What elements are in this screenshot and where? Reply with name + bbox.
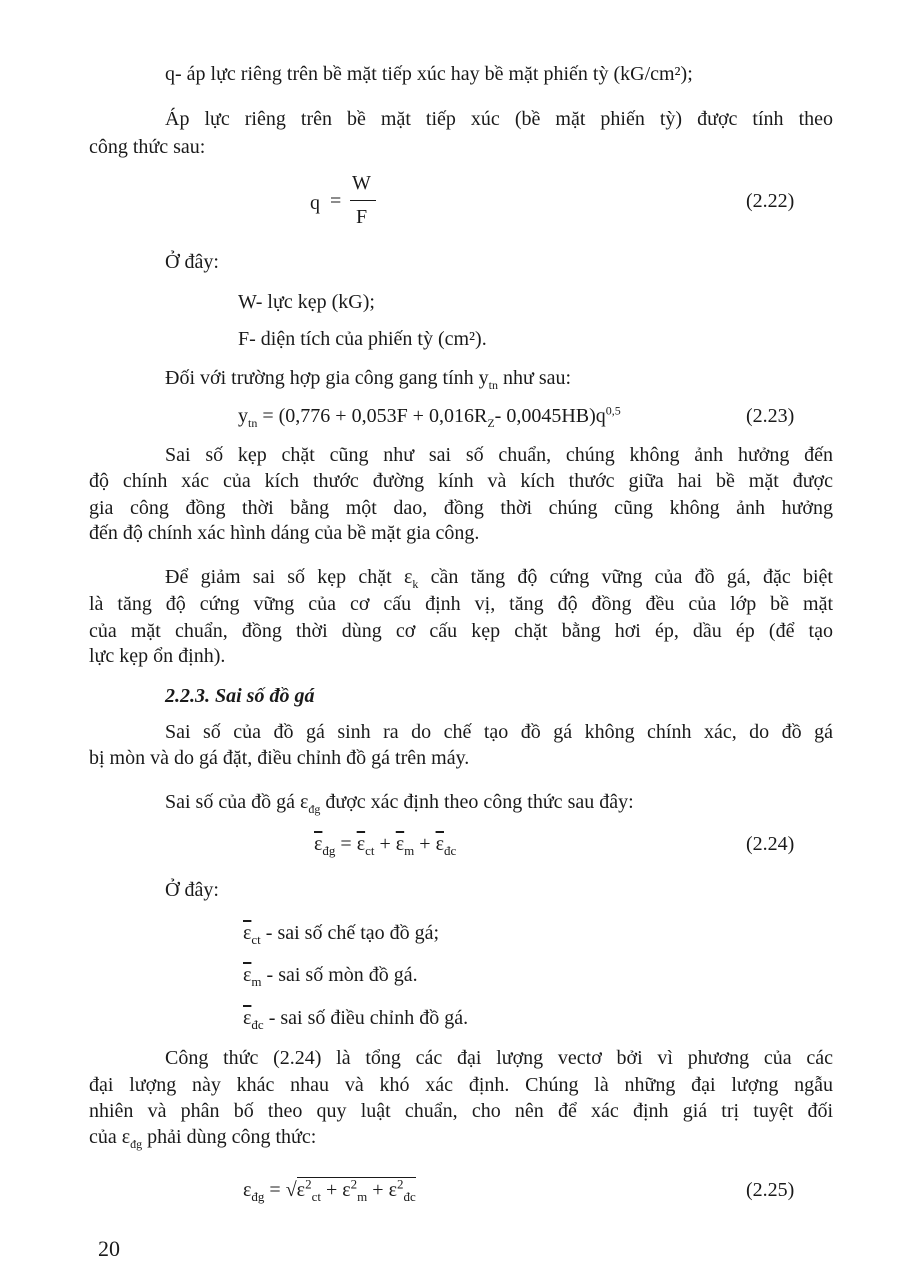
paragraph-line [89, 1125, 316, 1149]
subscript: ct [311, 1189, 321, 1204]
definition-text: - sai số chế tạo đồ gá; [265, 922, 440, 944]
paragraph-line: bị mòn và do gá đặt, điều chỉnh đồ gá trên máy. [89, 747, 470, 769]
formula-equals: = [269, 1179, 281, 1201]
paragraph-line: gia công đồng thời bằng một dao, đồng thời chúng cũng không ảnh hưởng [89, 497, 833, 519]
fraction-numerator: W [352, 172, 371, 194]
paragraph-line: đến độ chính xác hình dáng của bề mặt gia công. [89, 522, 480, 544]
formula-2-25 [243, 1178, 416, 1202]
definition-W: W- lực kẹp (kG); [238, 291, 375, 313]
plus-sign: + [372, 1179, 384, 1201]
subscript: ct [251, 932, 261, 947]
subscript: đg [308, 802, 321, 816]
subscript: tn [248, 416, 258, 430]
text: của ε [89, 1126, 131, 1148]
paragraph-line: nhiên và phân bố theo quy luật chuẩn, cho nên để xác định giá trị tuyệt đối [89, 1100, 833, 1122]
radicand [296, 1176, 416, 1204]
superscript: 2 [396, 1176, 404, 1192]
q-definition: q- áp lực riêng trên bề mặt tiếp xúc hay bề mặt phiến tỳ (kG/cm²); [165, 63, 693, 85]
paragraph-line: Áp lực riêng trên bề mặt tiếp xúc (bề mặt phiến tỳ) được tính theo [165, 108, 833, 130]
subscript: m [251, 974, 262, 989]
formula-2-23 [238, 404, 621, 428]
text: Để giảm sai số kẹp chặt ε [165, 566, 413, 588]
subscript: k [412, 577, 419, 591]
epsilon-symbol: $\overline{\varepsilon}$ [435, 833, 444, 855]
formula-2-24 [314, 832, 456, 856]
epsilon-symbol: $\overline{\varepsilon}$ [243, 922, 252, 944]
fraction-denominator: F [356, 206, 368, 228]
subscript: tn [488, 378, 498, 392]
subscript: đg [322, 843, 336, 858]
subscript: m [357, 1189, 368, 1204]
epsilon-symbol: ε [342, 1179, 351, 1201]
paragraph-line: lực kẹp ổn định). [89, 645, 226, 667]
definition-text: - sai số mòn đồ gá. [266, 964, 418, 986]
formula-2-22 [310, 172, 400, 232]
epsilon-symbol: $\overline{\varepsilon}$ [243, 1007, 252, 1029]
definition-m [243, 963, 418, 987]
text: Đối với trường hợp gia công gang tính [165, 367, 474, 389]
paragraph-line: Sai số kẹp chặt cũng như sai số chuẩn, chúng không ảnh hưởng đến [165, 444, 833, 466]
definition-text: - sai số điều chỉnh đồ gá. [268, 1007, 469, 1029]
text: như sau: [503, 367, 572, 389]
paragraph-line: đại lượng này khác nhau và khó xác định. Chúng là những đại lượng ngẫu [89, 1074, 833, 1096]
o-day-label: Ở đây: [165, 879, 219, 901]
equation-number: (2.24) [746, 833, 795, 855]
gang-tinh-line [165, 366, 571, 390]
plus-sign: + [419, 833, 431, 855]
paragraph-line [165, 790, 634, 814]
subscript: đc [403, 1189, 416, 1204]
epsilon-symbol: ε [296, 1179, 306, 1201]
superscript: 2 [350, 1176, 358, 1192]
equation-number: (2.25) [746, 1179, 795, 1201]
paragraph-line: Công thức (2.24) là tổng các đại lượng vectơ bởi vì phương của các [165, 1047, 833, 1069]
text: phải dùng công thức: [147, 1126, 317, 1148]
paragraph-line [165, 565, 833, 589]
paragraph-line: là tăng độ cứng vững của cơ cấu định vị, tăng độ đồng đều của lớp bề mặt [89, 593, 833, 615]
epsilon-symbol: ε [388, 1179, 397, 1201]
epsilon-symbol: $\overline{\varepsilon}$ [356, 833, 366, 855]
definition-F: F- diện tích của phiến tỳ (cm²). [238, 328, 487, 350]
subscript: đg [251, 1189, 265, 1204]
superscript: 0,5 [605, 403, 621, 418]
fraction-bar [350, 200, 376, 201]
subscript: đg [130, 1137, 143, 1151]
definition-ct [243, 921, 439, 945]
equation-number: (2.22) [746, 190, 795, 212]
subscript: ct [365, 843, 375, 858]
paragraph-line: độ chính xác của kích thước đường kính và kích thước giữa hai bề mặt được [89, 470, 833, 492]
section-heading: 2.2.3. Sai số đồ gá [165, 685, 315, 707]
text: cần tăng độ cứng vững của đồ gá, đặc biệt [430, 566, 833, 588]
subscript: đc [251, 1017, 264, 1032]
formula-lhs: y [238, 405, 248, 427]
plus-sign: + [379, 833, 391, 855]
paragraph-line: của mặt chuẩn, đồng thời dùng cơ cấu kẹp chặt bằng hơi ép, dầu ép (để tạo [89, 620, 833, 642]
formula-equals: = [340, 833, 352, 855]
epsilon-symbol: ε [243, 1179, 252, 1201]
superscript: 2 [305, 1176, 312, 1192]
o-day-label: Ở đây: [165, 251, 219, 273]
text: Sai số của đồ gá ε [165, 791, 309, 813]
sqrt-icon: √ [285, 1179, 297, 1201]
text: được xác định theo công thức sau đây: [325, 791, 634, 813]
formula-equals: = [330, 190, 342, 212]
formula-lhs: q [310, 192, 320, 214]
formula-rhs: = (0,776 + 0,053F + 0,016R [262, 405, 488, 427]
symbol: y [478, 367, 489, 389]
epsilon-symbol: $\overline{\varepsilon}$ [243, 964, 252, 986]
subscript: đc [443, 843, 457, 858]
epsilon-symbol: $\overline{\varepsilon}$ [314, 833, 323, 855]
paragraph-line: công thức sau: [89, 136, 206, 158]
subscript: Z [487, 416, 495, 430]
paragraph-line: Sai số của đồ gá sinh ra do chế tạo đồ gá không chính xác, do đồ gá [165, 721, 833, 743]
subscript: m [404, 843, 415, 858]
formula-rhs: - 0,0045HB)q [494, 405, 606, 427]
epsilon-symbol: $\overline{\varepsilon}$ [395, 833, 405, 855]
definition-dc [243, 1006, 468, 1030]
page-number: 20 [98, 1236, 120, 1261]
equation-number: (2.23) [746, 405, 795, 427]
plus-sign: + [325, 1179, 338, 1201]
